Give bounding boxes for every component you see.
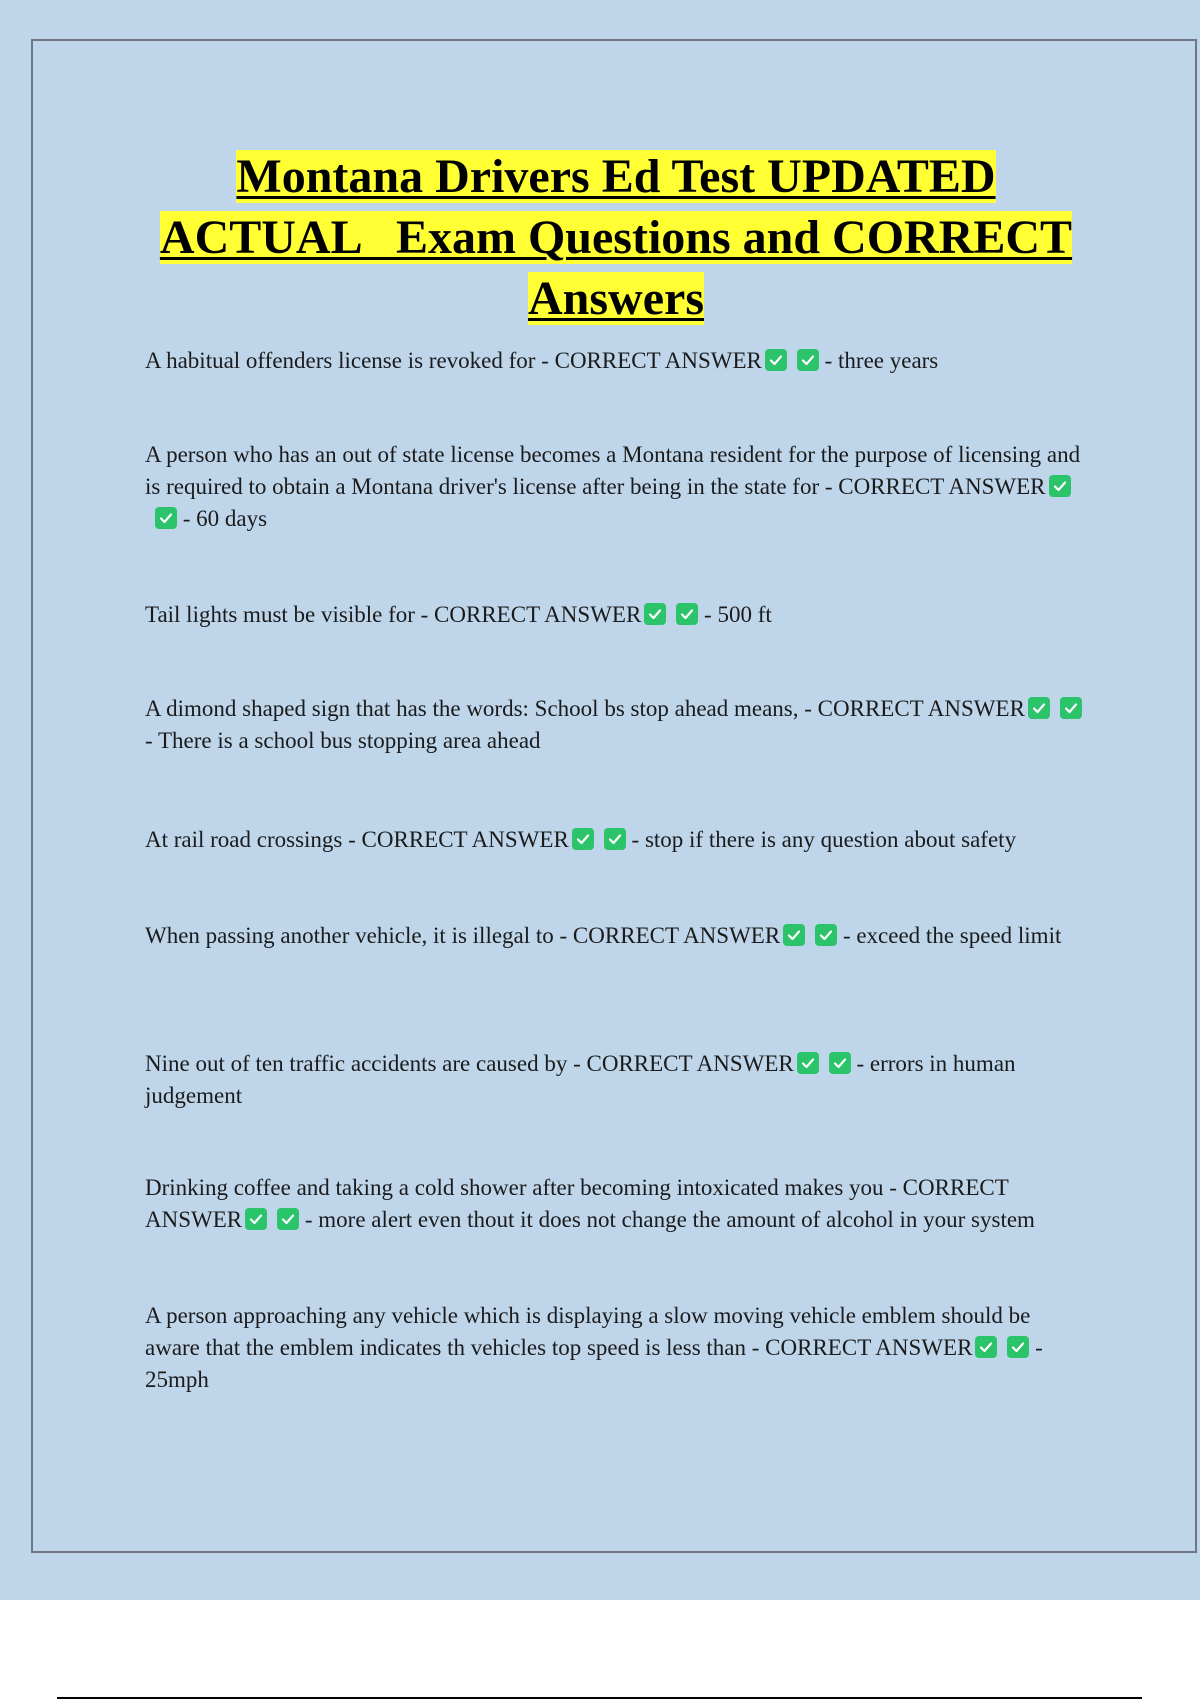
answer-text: - three years (824, 348, 939, 373)
check-mark-icon (1007, 1336, 1029, 1358)
check-mark-icon (155, 507, 177, 529)
answer-text: - errors in human judgement (145, 1051, 1016, 1108)
check-mark-icon (783, 924, 805, 946)
check-mark-icon (245, 1208, 267, 1230)
qa-item-2 (145, 439, 1090, 535)
qa-item-7 (145, 1048, 1090, 1112)
check-mark-icon (1028, 697, 1050, 719)
question-text: Nine out of ten traffic accidents are caused by - CORRECT ANSWER (145, 1051, 794, 1076)
check-mark-icon (676, 603, 698, 625)
answer-text: - 500 ft (704, 602, 772, 627)
check-mark-icon (815, 924, 837, 946)
question-text: Drinking coffee and taking a cold shower after becoming intoxicated makes you - CORRECT ANSWER (145, 1175, 1009, 1232)
question-text: A person approaching any vehicle which is displaying a slow moving vehicle emblem should be aware that the emblem indicates th vehicles top speed is less than - CORRECT ANSWER (145, 1303, 1031, 1360)
check-mark-icon (572, 828, 594, 850)
check-mark-icon (975, 1336, 997, 1358)
check-mark-icon (797, 349, 819, 371)
check-mark-icon (1060, 697, 1082, 719)
qa-item-9 (145, 1300, 1090, 1396)
title-line-3: Answers (528, 272, 704, 325)
check-mark-icon (1049, 475, 1071, 497)
answer-text: - more alert even thout it does not change the amount of alcohol in your system (304, 1207, 1035, 1232)
qa-item-8 (145, 1172, 1090, 1236)
footer-divider (57, 1697, 1142, 1699)
check-mark-icon (644, 603, 666, 625)
title-line-1: Montana Drivers Ed Test UPDATED (236, 150, 996, 203)
qa-item-3 (145, 599, 1090, 631)
title-line-2: ACTUAL Exam Questions and CORRECT (159, 211, 1073, 264)
answer-text: - exceed the speed limit (842, 923, 1062, 948)
question-text: When passing another vehicle, it is illegal to - CORRECT ANSWER (145, 923, 781, 948)
document-title (140, 146, 1092, 329)
question-text: Tail lights must be visible for - CORRECT ANSWER (145, 602, 642, 627)
check-mark-icon (604, 828, 626, 850)
answer-text: - 60 days (182, 506, 268, 531)
qa-item-6 (145, 920, 1090, 952)
answer-text: - stop if there is any question about safety (631, 827, 1017, 852)
check-mark-icon (765, 349, 787, 371)
question-text: At rail road crossings - CORRECT ANSWER (145, 827, 569, 852)
answer-text: - There is a school bus stopping area ahead (145, 728, 541, 753)
check-mark-icon (797, 1052, 819, 1074)
check-mark-icon (829, 1052, 851, 1074)
answer-text: - 25mph (145, 1335, 1043, 1392)
qa-item-5 (145, 824, 1090, 856)
check-mark-icon (277, 1208, 299, 1230)
qa-item-4 (145, 693, 1090, 757)
question-text: A habitual offenders license is revoked for - CORRECT ANSWER (145, 348, 762, 373)
qa-item-1 (145, 345, 1090, 377)
question-text: A dimond shaped sign that has the words: School bs stop ahead means, - CORRECT ANSWER (145, 696, 1025, 721)
question-text: A person who has an out of state license becomes a Montana resident for the purpose of licensing and is required to obtain a Montana driver's license after being in the state for - CORRECT ANSWER (145, 442, 1081, 499)
